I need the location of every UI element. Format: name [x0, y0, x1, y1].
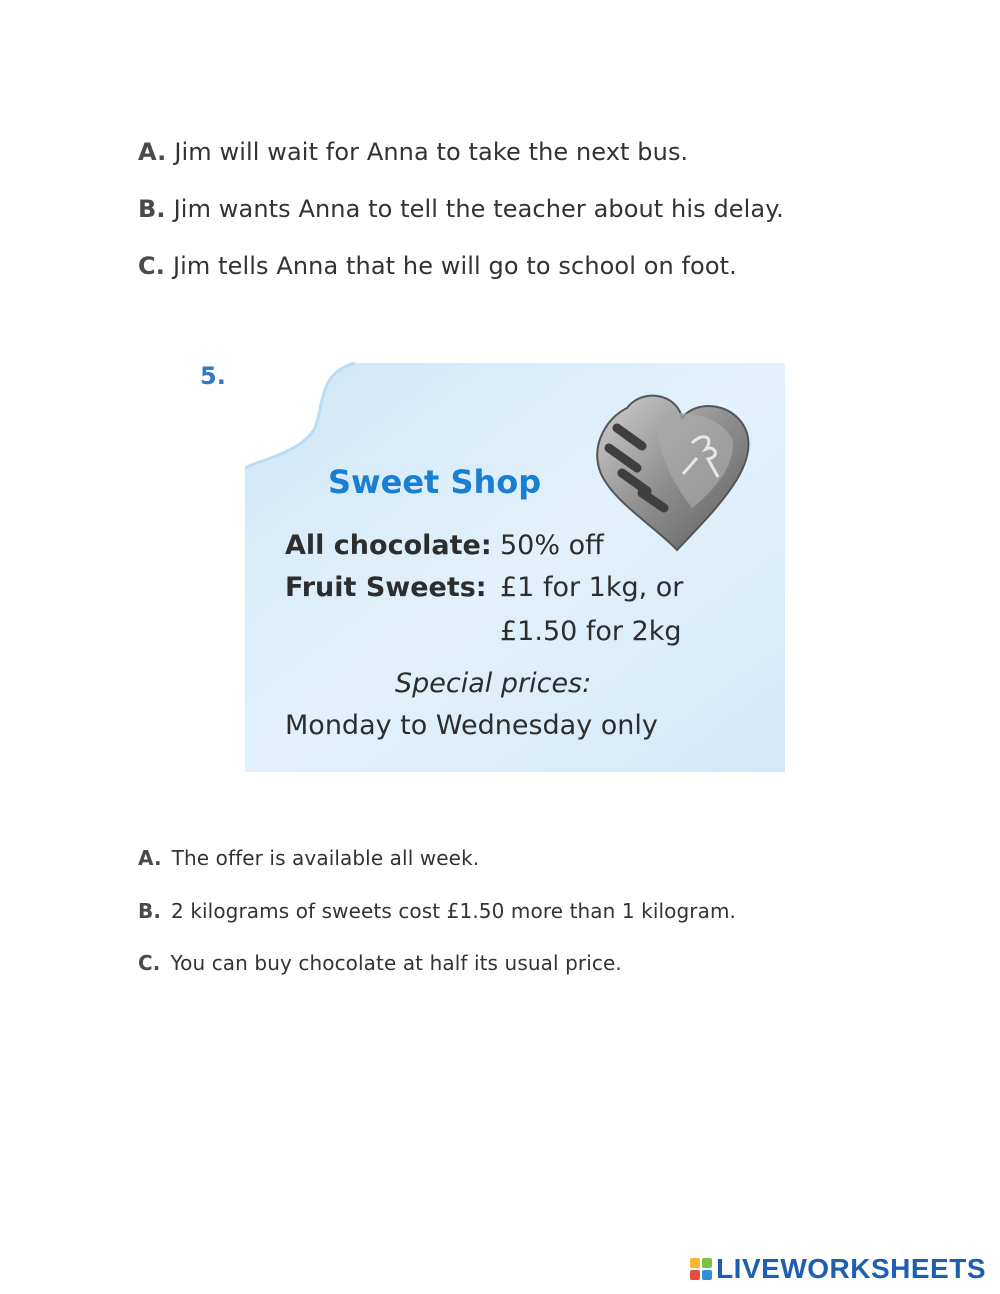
q4-option-b[interactable]	[138, 195, 784, 223]
option-text: The offer is available all week.	[171, 846, 480, 870]
option-text: Jim tells Anna that he will go to school on foot.	[172, 252, 737, 280]
q5-option-c[interactable]	[138, 951, 622, 975]
option-letter: B.	[138, 195, 166, 223]
days-text: Monday to Wednesday only	[285, 710, 658, 741]
question-number: 5.	[200, 362, 226, 390]
notice-title: Sweet Shop	[328, 463, 542, 501]
option-text: You can buy chocolate at half its usual price.	[170, 951, 622, 975]
logo-squares-icon	[690, 1258, 712, 1280]
option-letter: A.	[138, 846, 162, 870]
special-prices: Special prices:	[395, 668, 592, 699]
liveworksheets-logo[interactable]	[690, 1254, 986, 1284]
sweets-value-1: £1 for 1kg, or	[500, 572, 684, 603]
q5-option-a[interactable]	[138, 846, 479, 870]
option-text: Jim will wait for Anna to take the next bus.	[174, 138, 689, 166]
option-letter: C.	[138, 252, 165, 280]
chocolate-value: 50% off	[500, 530, 604, 561]
option-letter: A.	[138, 138, 167, 166]
option-text: 2 kilograms of sweets cost £1.50 more than 1 kilogram.	[171, 899, 736, 923]
sweets-value-2: £1.50 for 2kg	[500, 616, 682, 647]
brand-name: LIVEWORKSHEETS	[716, 1253, 986, 1284]
option-letter: C.	[138, 951, 161, 975]
sweet-shop-notice	[245, 358, 785, 776]
q5-option-b[interactable]	[138, 899, 736, 923]
q4-option-a[interactable]	[138, 138, 688, 166]
option-text: Jim wants Anna to tell the teacher about his delay.	[173, 195, 784, 223]
q4-option-c[interactable]	[138, 252, 737, 280]
option-letter: B.	[138, 899, 162, 923]
sweets-label: Fruit Sweets:	[285, 572, 487, 603]
chocolate-label: All chocolate:	[285, 530, 492, 561]
